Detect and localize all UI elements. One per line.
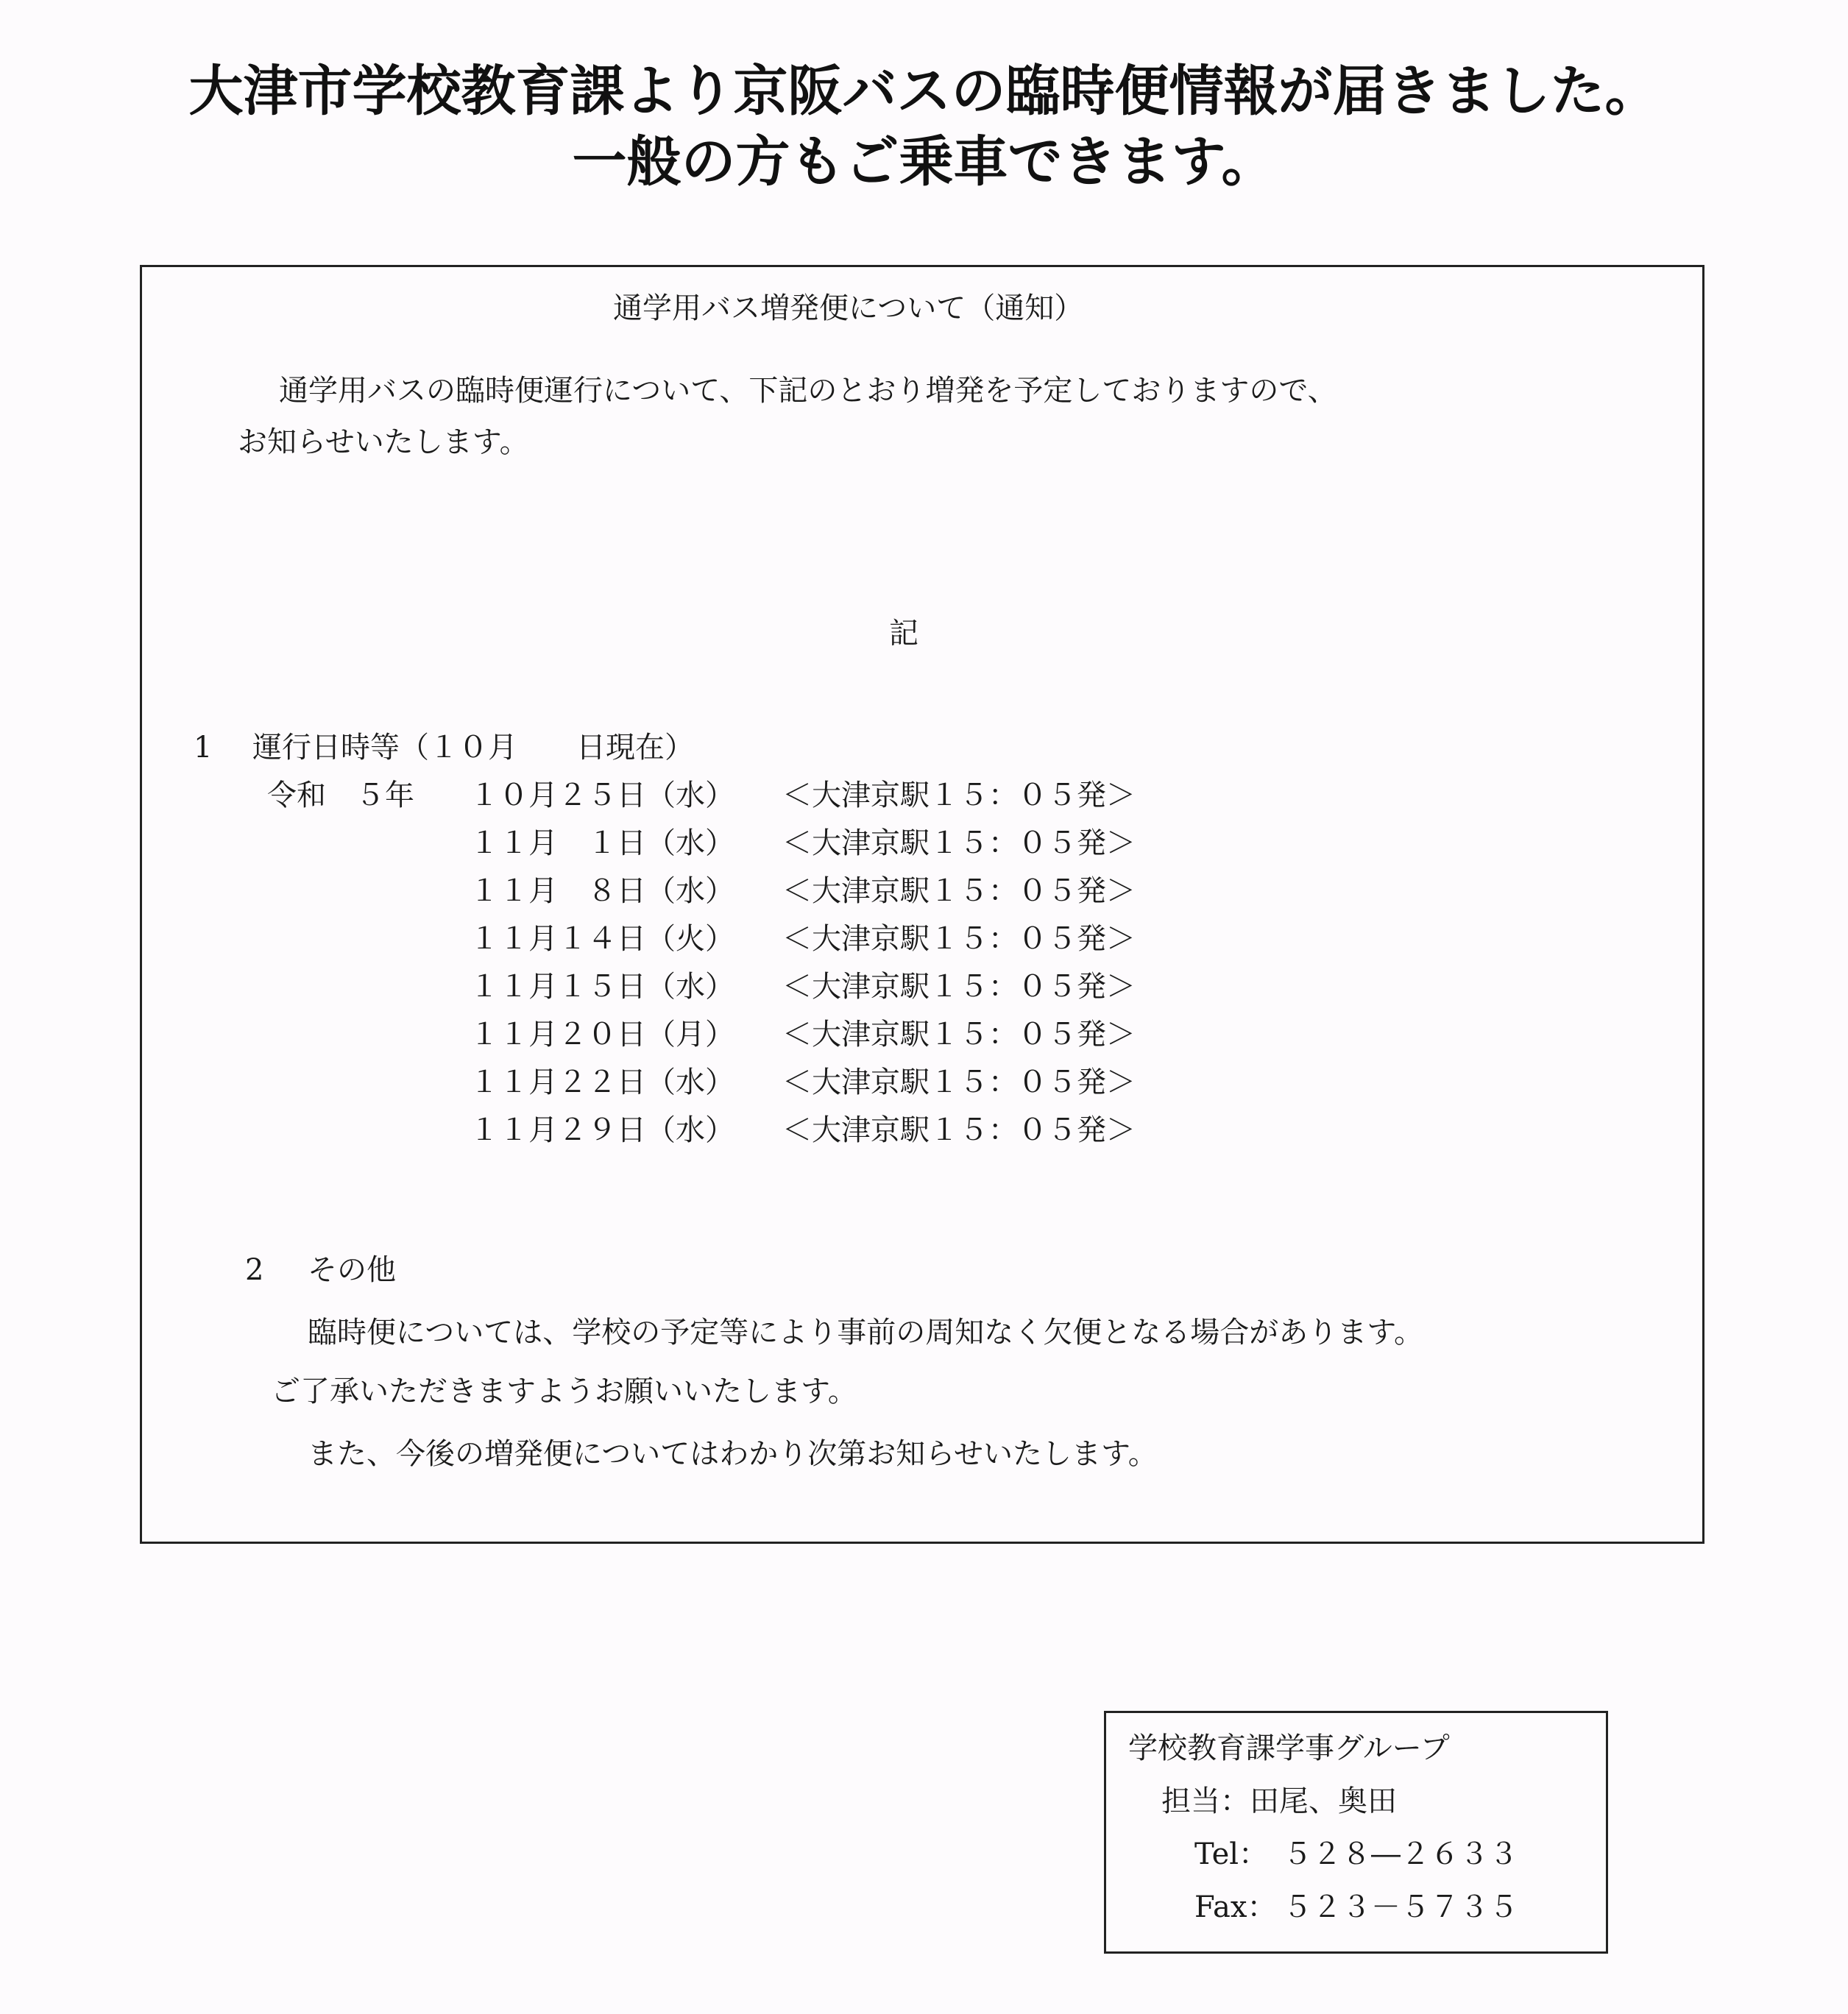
schedule-departure: ＜大津京駅１５：０５発＞ [782, 874, 1136, 908]
schedule-departure: ＜大津京駅１５：０５発＞ [782, 970, 1136, 1004]
schedule-date: １１月２０日（月） [470, 1018, 734, 1052]
schedule-date: １１月２９日（水） [470, 1113, 734, 1147]
schedule-era: 令和 ５年 [267, 779, 414, 812]
section-1-number: 1 [194, 731, 213, 765]
schedule-departure: ＜大津京駅１５：０５発＞ [782, 1018, 1136, 1052]
announcement-heading-line-2: 一般の方もご乗車できます。 [572, 130, 1276, 194]
contact-fax: ５２３－５７３５ [1283, 1890, 1518, 1924]
schedule-date: １１月２２日（水） [470, 1065, 734, 1099]
section-2-line-2: ご了承いただきますようお願いいたします。 [271, 1375, 857, 1408]
schedule-date: １１月１４日（火） [470, 922, 734, 956]
schedule-departure: ＜大津京駅１５：０５発＞ [782, 779, 1136, 812]
section-2-number: 2 [245, 1253, 264, 1287]
section-1-heading: 運行日時等（１０月 日現在） [252, 731, 694, 765]
contact-fax-label: Fax： [1194, 1890, 1277, 1924]
schedule-departure: ＜大津京駅１５：０５発＞ [782, 922, 1136, 956]
section-2-line-3: また、今後の増発便についてはわかり次第お知らせいたします。 [308, 1437, 1158, 1471]
schedule-date: １０月２５日（水） [470, 779, 734, 812]
contact-department: 学校教育課学事グループ [1128, 1731, 1450, 1765]
schedule-date: １１月 １日（水） [470, 826, 734, 860]
schedule-departure: ＜大津京駅１５：０５発＞ [782, 826, 1136, 860]
section-2-line-1: 臨時便については、学校の予定等により事前の周知なく欠便となる場合があります。 [308, 1316, 1423, 1350]
notice-intro-line-1: 通学用バスの臨時便運行について、下記のとおり増発を予定しておりますので、 [279, 374, 1337, 408]
contact-tel: ５２８―２６３３ [1283, 1837, 1518, 1871]
notice-title: 通学用バス増発便について（通知） [613, 291, 1084, 325]
notice-intro-line-2: お知らせいたします。 [238, 425, 529, 459]
notice-box [140, 265, 1704, 1544]
ki-marker: 記 [889, 617, 918, 650]
schedule-date: １１月 ８日（水） [470, 874, 734, 908]
schedule-date: １１月１５日（水） [470, 970, 734, 1004]
schedule-departure: ＜大津京駅１５：０５発＞ [782, 1113, 1136, 1147]
contact-box [1104, 1711, 1608, 1954]
announcement-heading-line-1: 大津市学校教育課より京阪バスの臨時便情報が届きました。 [188, 60, 1660, 123]
contact-person: 担当：田尾、奥田 [1161, 1784, 1397, 1818]
contact-tel-label: Tel： [1194, 1837, 1269, 1871]
section-2-heading: その他 [308, 1253, 396, 1287]
schedule-departure: ＜大津京駅１５：０５発＞ [782, 1065, 1136, 1099]
